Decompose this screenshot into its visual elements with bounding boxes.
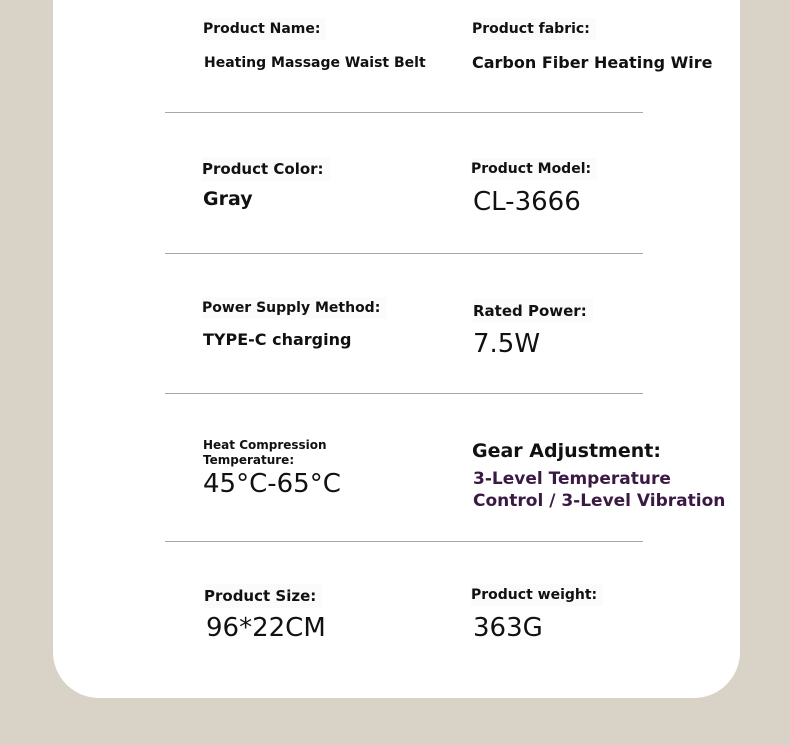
- spec-label-power-supply: Power Supply Method:: [202, 297, 386, 319]
- spec-card: [53, 0, 740, 698]
- spec-value-power-supply: TYPE-C charging: [203, 330, 352, 349]
- spec-value-product-weight: 363G: [473, 613, 543, 643]
- spec-label-product-model: Product Model:: [471, 158, 597, 180]
- spec-label-heat-temperature: Heat Compression Temperature:: [203, 438, 327, 467]
- divider: [165, 393, 643, 394]
- divider: [165, 253, 643, 254]
- divider: [165, 541, 643, 542]
- spec-value-product-name: Heating Massage Waist Belt: [204, 55, 426, 71]
- divider: [165, 112, 643, 113]
- spec-label-product-color: Product Color:: [202, 157, 330, 181]
- spec-value-product-size: 96*22CM: [206, 613, 326, 643]
- spec-value-product-color: Gray: [203, 188, 253, 210]
- spec-value-heat-temperature: 45°C-65°C: [203, 469, 341, 499]
- spec-value-product-fabric: Carbon Fiber Heating Wire: [472, 53, 713, 72]
- spec-label-rated-power: Rated Power:: [473, 299, 593, 323]
- spec-label-product-size: Product Size:: [204, 584, 322, 608]
- spec-label-gear-adjustment: Gear Adjustment:: [472, 440, 661, 462]
- spec-value-gear-adjustment: 3-Level Temperature Control / 3-Level Vibration: [473, 469, 726, 511]
- spec-label-product-weight: Product weight:: [471, 584, 603, 606]
- spec-value-product-model: CL-3666: [473, 187, 581, 217]
- spec-value-rated-power: 7.5W: [473, 329, 541, 359]
- spec-label-product-name: Product Name:: [203, 18, 326, 40]
- spec-label-product-fabric: Product fabric:: [472, 18, 596, 40]
